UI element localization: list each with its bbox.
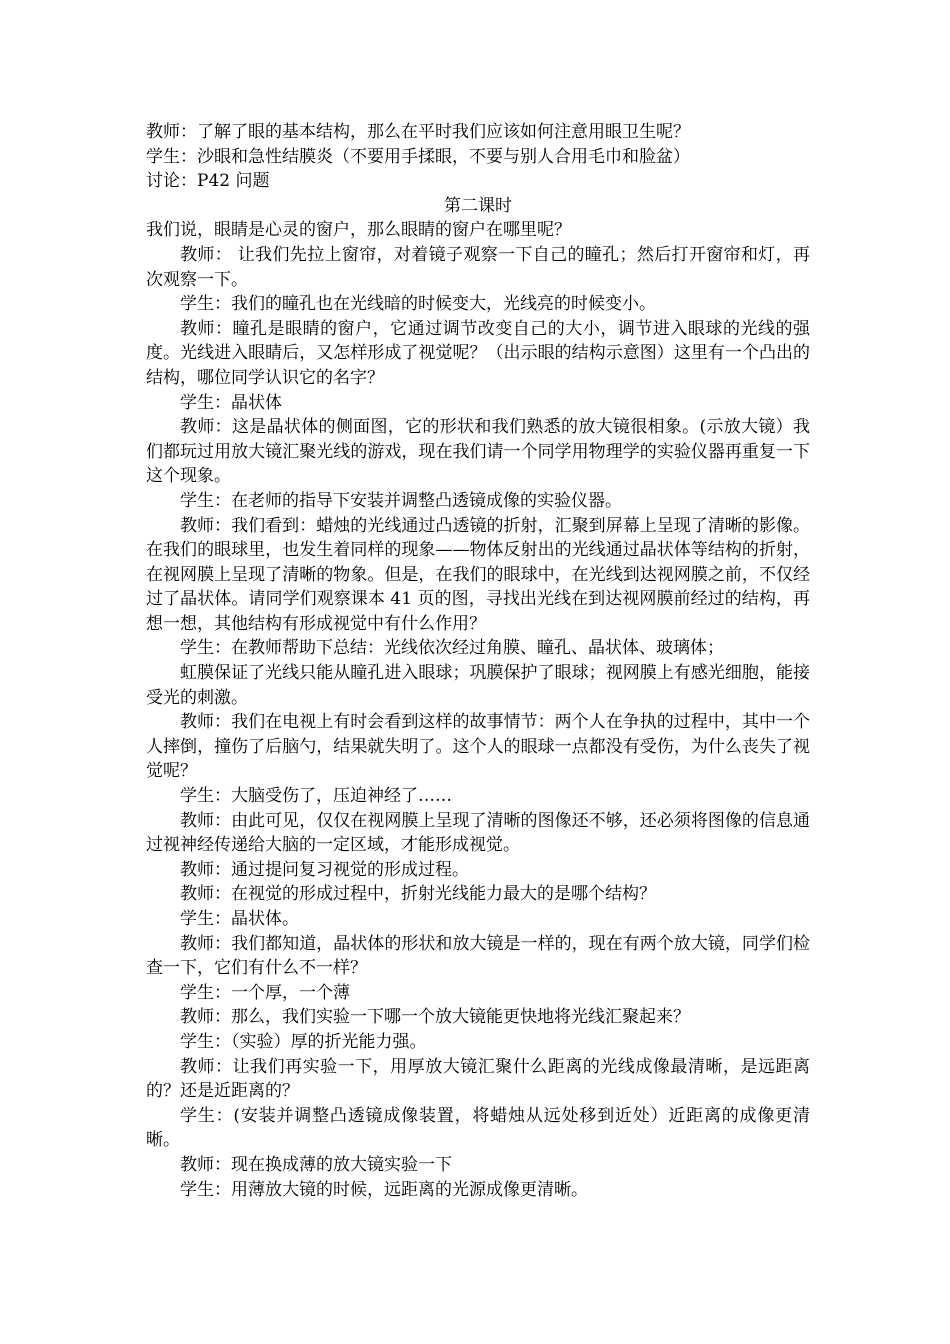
paragraph: 学生：大脑受伤了，压迫神经了…… <box>180 786 452 807</box>
paragraph: 学生：(安装并调整凸透镜成像装置，将蜡烛从远处移到近处）近距离的成像更清晰。 <box>146 1105 810 1151</box>
paragraph: 教师：瞳孔是眼睛的窗户，它通过调节改变自己的大小，调节进入眼球的光线的强度。光线进入眼睛后，又怎样形成了视觉呢？（出示眼的结构示意图）这里有一个凸出的结构，哪位同学认识它的名字？ <box>146 318 810 388</box>
paragraph: 教师：由此可见，仅仅在视网膜上呈现了清晰的图像还不够，还必须将图像的信息通过视神经传递给大脑的一定区域，才能形成视觉。 <box>146 810 810 856</box>
intro-line-student: 学生：沙眼和急性结膜炎（不要用手揉眼，不要与别人合用毛巾和脸盆） <box>146 146 690 167</box>
paragraph: 教师：在视觉的形成过程中，折射光线能力最大的是哪个结构？ <box>180 884 656 905</box>
paragraph: 教师： 让我们先拉上窗帘，对着镜子观察一下自己的瞳孔；然后打开窗帘和灯，再次观察一下。 <box>146 244 810 290</box>
document-page <box>146 120 810 1202</box>
paragraph: 教师：我们在电视上有时会看到这样的故事情节：两个人在争执的过程中，其中一个人摔倒，撞伤了后脑勺，结果就失明了。这个人的眼球一点都没有受伤，为什么丧失了视觉呢？ <box>146 712 810 782</box>
paragraph: 教师：我们都知道，晶状体的形状和放大镜是一样的，现在有两个放大镜，同学们检查一下，它们有什么不一样？ <box>146 933 810 979</box>
intro-line-teacher: 教师：了解了眼的基本结构，那么在平时我们应该如何注意用眼卫生呢？ <box>146 122 690 142</box>
paragraph: 教师：让我们再实验一下，用厚放大镜汇聚什么距离的光线成像最清晰，是远距离的？还是近距离的？ <box>146 1056 810 1102</box>
paragraph: 教师：现在换成薄的放大镜实验一下 <box>180 1154 452 1175</box>
paragraph: 学生：（实验）厚的折光能力强。 <box>180 1031 427 1052</box>
paragraph: 学生：晶状体。 <box>180 909 299 929</box>
paragraph: 学生：在老师的指导下安装并调整凸透镜成像的实验仪器。 <box>180 490 622 511</box>
paragraph: 教师：那么，我们实验一下哪一个放大镜能更快地将光线汇聚起来？ <box>180 1007 690 1028</box>
paragraph: 学生：我们的瞳孔也在光线暗的时候变大，光线亮的时候变小。 <box>180 294 656 315</box>
paragraph: 学生：一个厚，一个薄 <box>180 982 350 1003</box>
paragraph: 学生：用薄放大镜的时候，远距离的光源成像更清晰。 <box>180 1179 588 1200</box>
paragraph: 学生：晶状体 <box>180 392 282 413</box>
section-title: 第二课时 <box>444 195 512 216</box>
paragraph: 教师：这是晶状体的侧面图，它的形状和我们熟悉的放大镜很相象。(示放大镜）我们都玩过用放大镜汇聚光线的游戏，现在我们请一个同学用物理学的实验仪器再重复一下这个现象。 <box>146 417 810 487</box>
paragraph: 学生：在教师帮助下总结：光线依次经过角膜、瞳孔、晶状体、玻璃体； <box>180 638 724 659</box>
intro-line-discussion: 讨论：P42 问题 <box>146 171 270 192</box>
paragraph: 虹膜保证了光线只能从瞳孔进入眼球；巩膜保护了眼球；视网膜上有感光细胞，能接受光的刺激。 <box>146 663 810 708</box>
paragraph: 教师：我们看到：蜡烛的光线通过凸透镜的折射，汇聚到屏幕上呈现了清晰的影像。在我们的眼球里，也发生着同样的现象——物体反射出的光线通过晶状体等结构的折射，在视网膜上呈现了清晰的物象。但是，在我们的眼球中，在光线到达视网膜之前，不仅经过了晶状体。请同学们观察课本 41 页的图，寻找出光线在到达视网膜前经过的结构，再想一想，其他结构有形成视觉中有什么作用？ <box>146 515 810 634</box>
opening-line: 我们说，眼睛是心灵的窗户，那么眼睛的窗户在哪里呢？ <box>146 220 571 241</box>
paragraph: 教师：通过提问复习视觉的形成过程。 <box>180 859 469 880</box>
